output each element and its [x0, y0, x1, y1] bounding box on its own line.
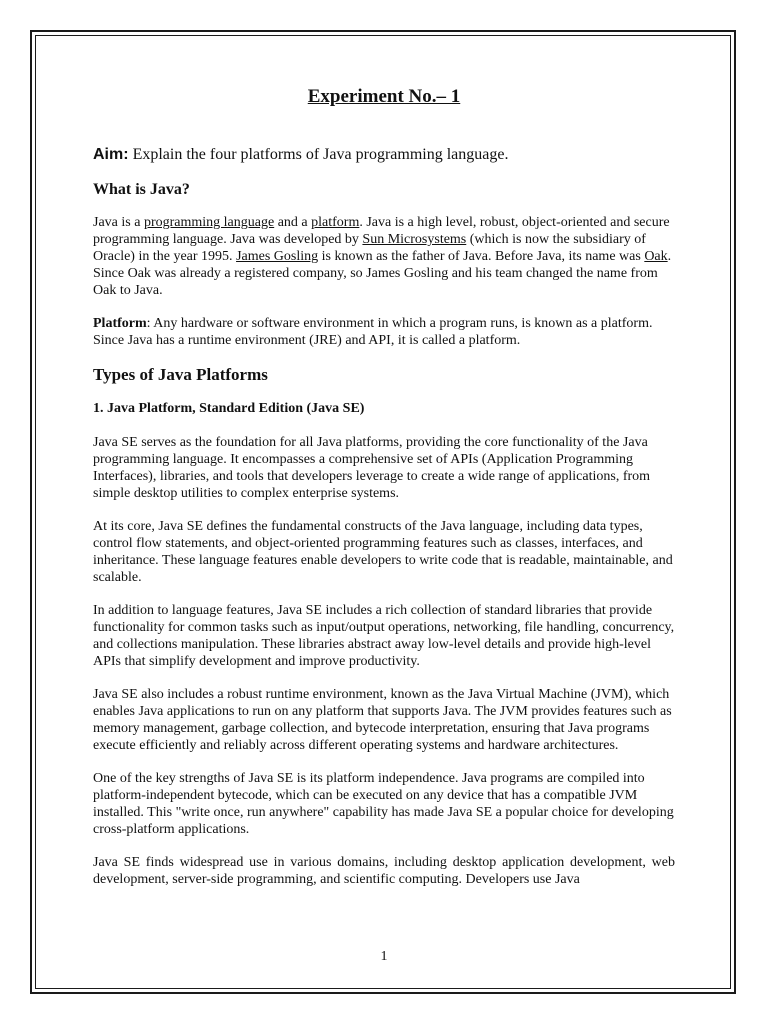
intro-text-2: and a — [274, 215, 312, 230]
types-heading: Types of Java Platforms — [93, 365, 268, 384]
what-is-java-heading: What is Java? — [93, 181, 190, 198]
intro-text-5: is known as the father of Java. Before Java, its name was — [318, 249, 645, 264]
platform-text: : Any hardware or software environment in which a program runs, is known as a platform. Since Java has a runtime environment (JRE) and API, it is called a platform. — [93, 316, 653, 348]
intro-text-3: . Java is a high level, robust, object-oriented and secure programming language. Java was developed by — [93, 215, 670, 247]
java-se-paragraph: At its core, Java SE defines the fundamental constructs of the Java language, including data types, control flow statements, and object-oriented programming features such as classes, interfaces, and inheritance. These language features enable developers to write code that is readable, maintainable, and scalable. — [93, 519, 673, 585]
java-se-paragraph: One of the key strengths of Java SE is its platform independence. Java programs are compiled into platform-independent bytecode, which can be executed on any device that has a compatible JVM installed. This "write once, run anywhere" capability has made Java SE a popular choice for developing cross-platform applications. — [93, 771, 674, 837]
java-se-paragraph: In addition to language features, Java SE includes a rich collection of standard libraries that provide functionality for common tasks such as input/output operations, networking, file handling, concurrency, and collections manipulation. These libraries abstract away low-level details and provide high-level APIs that simplify development and improve productivity. — [93, 603, 675, 669]
aim-label: Aim: — [93, 146, 129, 163]
link-sun-microsystems[interactable]: Sun Microsystems — [362, 232, 467, 247]
java-intro-paragraph — [93, 214, 675, 299]
intro-text-1: Java is a — [93, 215, 144, 230]
java-se-paragraph: Java SE finds widespread use in various domains, including desktop application development, web development, server-side programming, and scientific computing. Developers use Java — [93, 855, 675, 887]
link-platform[interactable]: platform — [311, 215, 360, 230]
intro-text-4: (which is now the subsidiary of Oracle) in the year 1995. — [93, 232, 646, 264]
link-programming-language[interactable]: programming language — [143, 215, 275, 230]
document-body — [93, 82, 675, 904]
platform-label: Platform — [93, 316, 147, 331]
aim-text: Explain the four platforms of Java programming language. — [128, 146, 509, 163]
intro-text-6: . Since Oak was already a registered company, so James Gosling and his team changed the name from Oak to Java. — [93, 249, 672, 298]
platform-definition — [93, 315, 675, 349]
link-oak[interactable]: Oak — [644, 249, 668, 264]
java-se-subheading: 1. Java Platform, Standard Edition (Java SE) — [93, 401, 365, 416]
link-james-gosling[interactable]: James Gosling — [236, 249, 319, 264]
aim-line — [93, 146, 675, 164]
java-se-paragraph: Java SE serves as the foundation for all Java platforms, providing the core functionality of the Java programming language. It encompasses a comprehensive set of APIs (Application Programming Interfaces), libraries, and tools that developers leverage to create a wide range of applications, from simple desktop utilities to complex enterprise systems. — [93, 435, 651, 501]
java-se-paragraph: Java SE also includes a robust runtime environment, known as the Java Virtual Machine (JVM), which enables Java applications to run on any platform that supports Java. The JVM provides features such as memory management, garbage collection, and bytecode interpretation, ensuring that Java programs execute efficiently and reliably across different operating systems and hardware architectures. — [93, 687, 672, 753]
page-title: Experiment No.– 1 — [307, 86, 461, 107]
page-number: 1 — [380, 949, 388, 964]
